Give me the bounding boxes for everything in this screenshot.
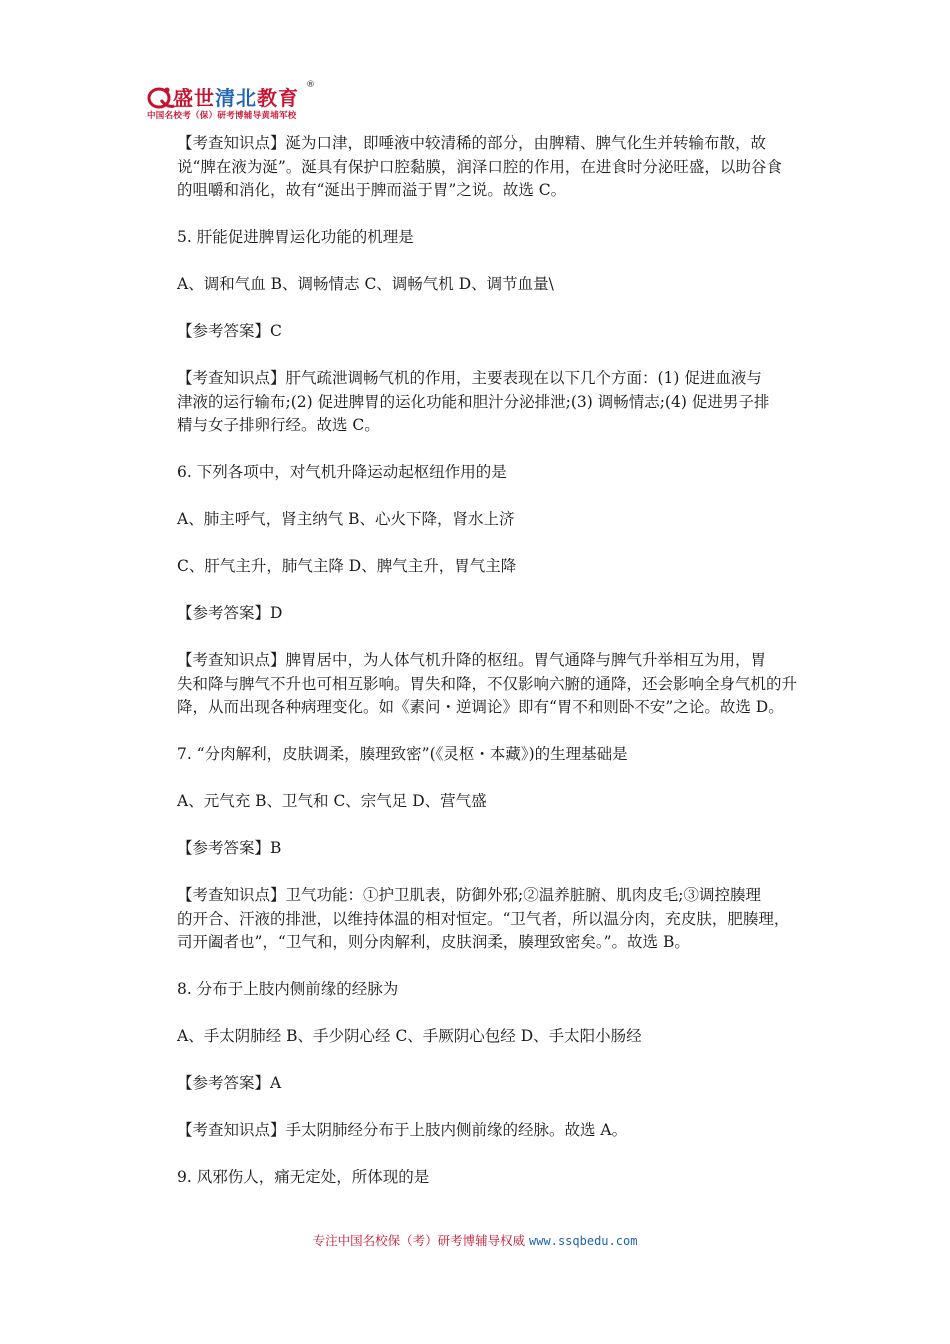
paragraph — [177, 555, 809, 579]
text-line: 精与女子排卵行经。故选 C。 — [177, 416, 380, 434]
paragraph — [177, 837, 809, 861]
text-line: 7. “分肉解利，皮肤调柔，腠理致密”(《灵枢・本藏》)的生理基础是 — [177, 745, 628, 763]
paragraph — [177, 978, 809, 1002]
paragraph — [177, 1025, 809, 1049]
text-line: 的开合、汗液的排泄，以维持体温的相对恒定。“卫气者，所以温分肉，充皮肤，肥腠理， — [177, 909, 790, 928]
text-line: 【考查知识点】手太阴肺经分布于上肢内侧前缘的经脉。故选 A。 — [177, 1121, 628, 1139]
logo-title: 盛世清北教育 — [173, 86, 299, 110]
paragraph — [177, 743, 809, 767]
text-line: 说“脾在液为涎”。涎具有保护口腔黏膜，润泽口腔的作用，在进食时分泌旺盛，以助谷食 — [177, 157, 782, 176]
text-line: A、肺主呼气，肾主纳气 B、心火下降，肾水上济 — [177, 510, 515, 528]
paragraph — [177, 508, 809, 532]
text-line: 【参考答案】A — [177, 1074, 282, 1092]
text-line: 5. 肝能促进脾胃运化功能的机理是 — [177, 228, 414, 246]
logo — [147, 80, 337, 122]
text-line: C、肝气主升，肺气主降 D、脾气主升，胃气主降 — [177, 557, 517, 575]
text-line: 8. 分布于上肢内侧前缘的经脉为 — [177, 980, 399, 998]
document-body — [177, 132, 809, 1190]
text-line: 【考查知识点】脾胃居中，为人体气机升降的枢纽。胃气通降与脾气升举相互为用，胃 — [177, 651, 767, 669]
paragraph — [177, 1072, 809, 1096]
text-line: 降，从而出现各种病理变化。如《素问・逆调论》即有“胃不和则卧不安”之论。故选 D。 — [177, 698, 784, 716]
text-line: 6. 下列各项中，对气机升降运动起枢纽作用的是 — [177, 463, 507, 481]
text-line: A、元气充 B、卫气和 C、宗气足 D、营气盛 — [177, 792, 487, 810]
paragraph — [177, 790, 809, 814]
text-line: 【参考答案】D — [177, 604, 283, 622]
paragraph — [177, 602, 809, 626]
paragraph — [177, 320, 809, 344]
paragraph — [177, 226, 809, 250]
paragraph — [177, 367, 809, 438]
text-line: 【考查知识点】涎为口津，即唾液中较清稀的部分，由脾精、脾气化生并转输布散，故 — [177, 134, 767, 152]
text-line: 津液的运行输布;(2) 促进脾胃的运化功能和胆汁分泌排泄;(3) 调畅情志;(4) 促进男子排 — [177, 392, 770, 411]
text-line: A、调和气血 B、调畅情志 C、调畅气机 D、调节血量\ — [177, 275, 554, 293]
page-footer — [0, 1231, 950, 1249]
paragraph — [177, 649, 809, 720]
footer-text: 专注中国名校保（考）研考博辅导权威 — [312, 1233, 530, 1248]
text-line: 的咀嚼和消化，故有“涎出于脾而溢于胃”之说。故选 C。 — [177, 181, 567, 199]
paragraph — [177, 1166, 809, 1190]
text-line: 失和降与脾气不升也可相互影响。胃失和降，不仅影响六腑的通降，还会影响全身气机的升 — [177, 674, 798, 693]
logo-subtitle: 中国名校考（保）研考博辅导黄埔军校 — [147, 111, 297, 121]
registered-mark: ® — [306, 80, 315, 90]
footer-url[interactable]: www.ssqbedu.com — [529, 1234, 638, 1248]
paragraph — [177, 884, 809, 955]
logo-swirl-icon — [147, 84, 175, 112]
text-line: A、手太阴肺经 B、手少阴心经 C、手厥阴心包经 D、手太阳小肠经 — [177, 1027, 642, 1045]
paragraph — [177, 461, 809, 485]
text-line: 9. 风邪伤人，痛无定处，所体现的是 — [177, 1168, 430, 1186]
text-line: 【考查知识点】卫气功能：①护卫肌表，防御外邪;②温养脏腑、肌肉皮毛;③调控腠理 — [177, 886, 761, 904]
paragraph — [177, 273, 809, 297]
paragraph — [177, 132, 809, 203]
paragraph — [177, 1119, 809, 1143]
text-line: 【参考答案】B — [177, 839, 282, 857]
text-line: 【考查知识点】肝气疏泄调畅气机的作用，主要表现在以下几个方面：(1) 促进血液与 — [177, 369, 762, 387]
text-line: 司开阖者也”，“卫气和，则分肉解利，皮肤润柔，腠理致密矣。”。故选 B。 — [177, 933, 690, 951]
text-line: 【参考答案】C — [177, 322, 282, 340]
